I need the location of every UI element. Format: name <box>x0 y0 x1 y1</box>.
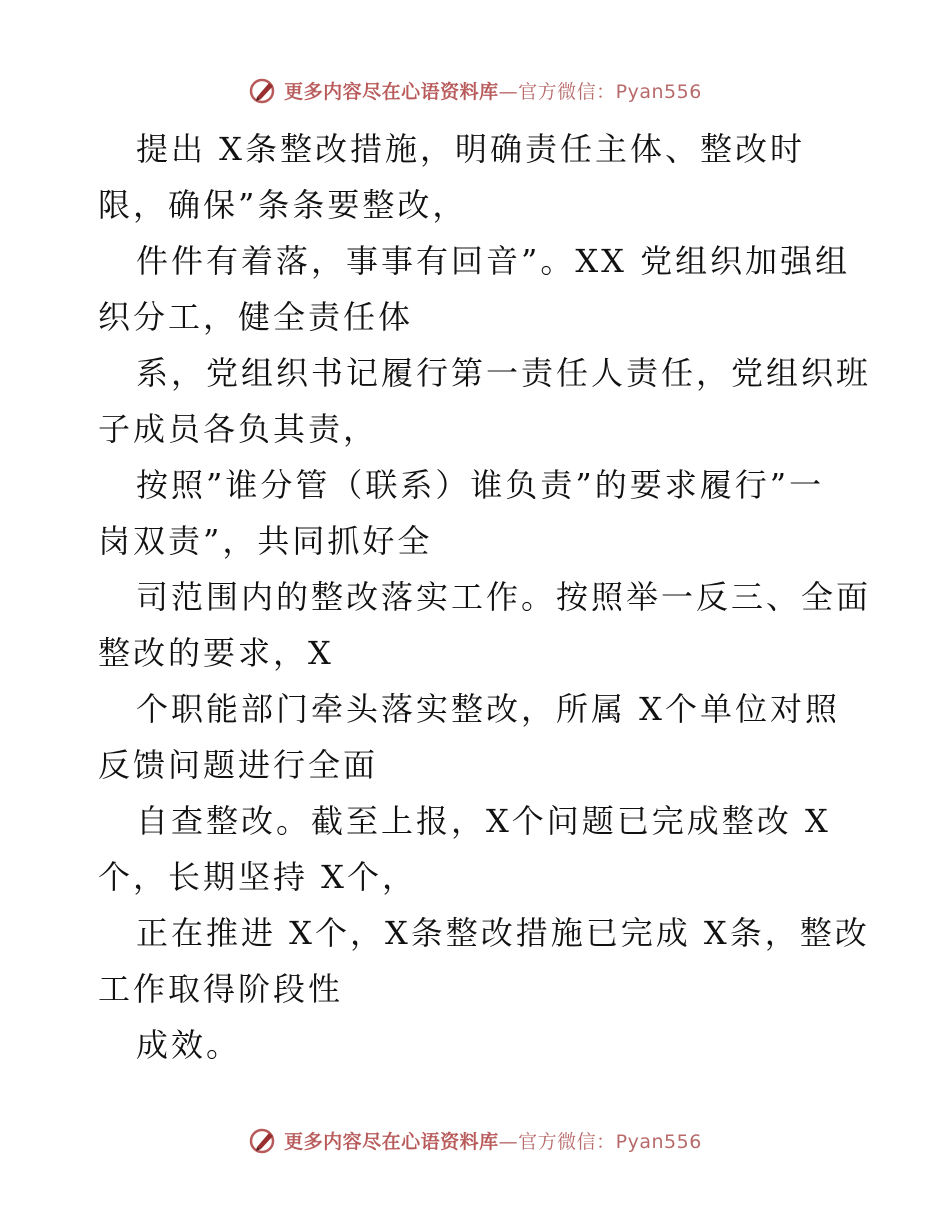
footer-banner-text: 更多内容尽在心语资料库—官方微信：Pyan556 <box>284 1130 702 1153</box>
header-banner <box>0 70 950 110</box>
body-line: 自查整改。截至上报，X个问题已完成整改 X <box>136 802 831 840</box>
pen-logo-icon <box>248 75 278 105</box>
pen-logo-icon <box>248 1125 278 1155</box>
body-line: 子成员各负其责， <box>98 410 379 448</box>
body-line: 正在推进 X个，X条整改措施已完成 X条，整改 <box>136 914 870 952</box>
body-line: 件件有着落，事事有回音”。XX 党组织加强组 <box>136 242 851 280</box>
body-line: 个，长期坚持 X个， <box>98 858 417 896</box>
body-line: 提出 X条整改措施，明确责任主体、整改时 <box>136 130 805 168</box>
body-line: 织分工，健全责任体 <box>98 298 414 336</box>
header-banner-text: 更多内容尽在心语资料库—官方微信：Pyan556 <box>284 80 702 103</box>
body-line: 按照”谁分管（联系）谁负责”的要求履行”一 <box>136 466 825 504</box>
body-line: 岗双责”，共同抓好全 <box>98 522 433 560</box>
body-line: 反馈问题进行全面 <box>98 746 379 784</box>
body-line: 系，党组织书记履行第一责任人责任，党组织班 <box>136 354 872 392</box>
body-line: 个职能部门牵头落实整改，所属 X个单位对照 <box>136 690 840 728</box>
document-body <box>98 120 878 1074</box>
footer-banner <box>0 1120 950 1160</box>
body-line: 整改的要求，X <box>98 634 334 672</box>
body-line: 限，确保”条条要整改， <box>98 186 468 224</box>
body-line: 工作取得阶段性 <box>98 970 344 1008</box>
body-line: 成效。 <box>136 1026 242 1064</box>
body-line: 司范围内的整改落实工作。按照举一反三、全面 <box>136 578 872 616</box>
